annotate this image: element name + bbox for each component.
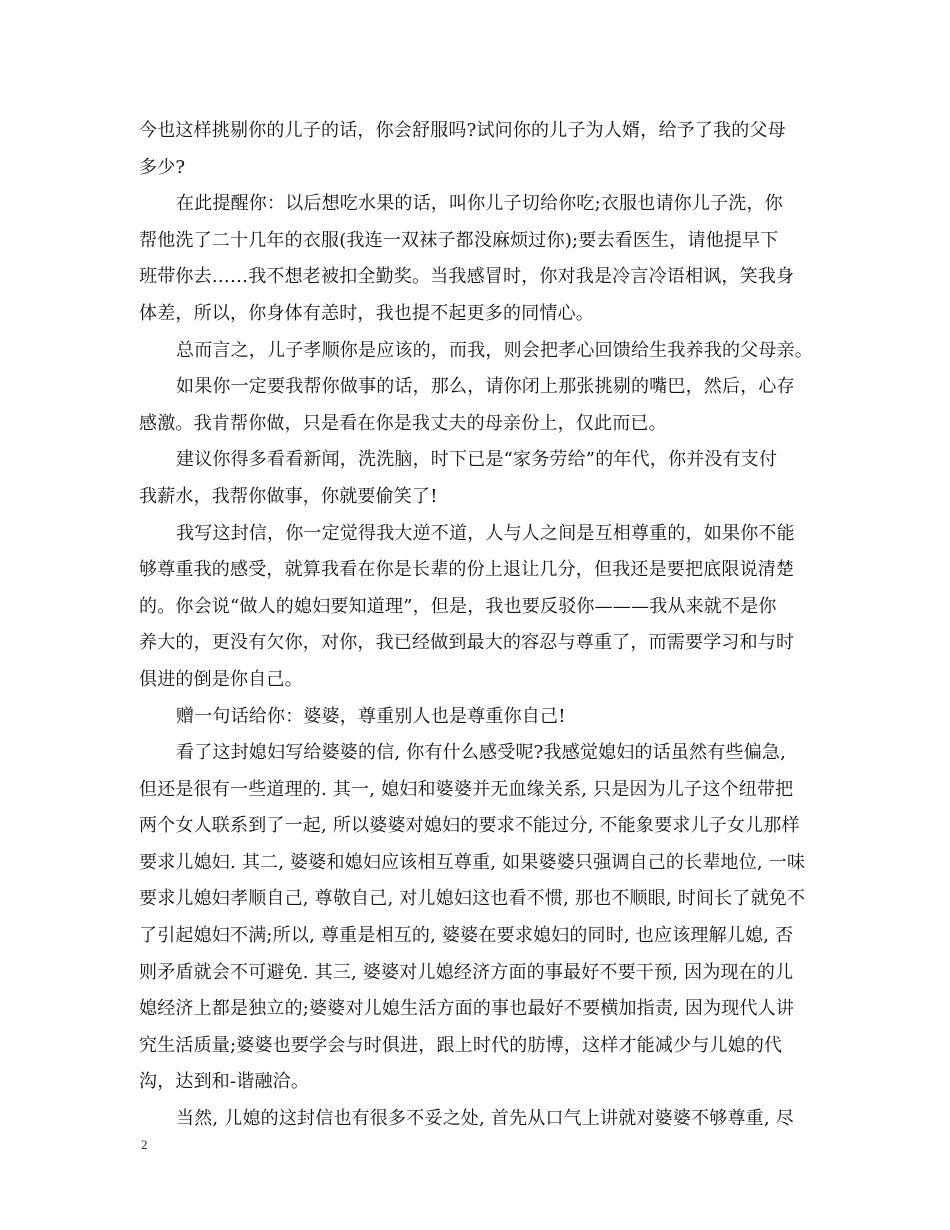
- text-line: 赠一句话给你：婆婆，尊重别人也是尊重你自己!: [176, 705, 566, 727]
- text-line: 在此提醒你：以后想吃水果的话，叫你儿子切给你吃;衣服也请你儿子洗，你: [176, 193, 783, 215]
- text-line: 养大的，更没有欠你，对你，我已经做到最大的容忍与尊重了，而需要学习和与时: [139, 632, 795, 654]
- text-line: 多少?: [139, 156, 186, 178]
- text-line: 班带你去……我不想老被扣全勤奖。当我感冒时，你对我是冷言冷语相讽，笑我身: [139, 266, 795, 288]
- text-line: 俱进的倒是你自己。: [139, 668, 303, 690]
- text-line: 两个女人联系到了一起, 所以婆婆对媳妇的要求不能过分, 不能象要求儿子女儿那样: [139, 815, 800, 837]
- text-line: 但还是很有一些道理的. 其一, 媳妇和婆婆并无血缘关系, 只是因为儿子这个纽带把: [139, 778, 794, 800]
- text-line: 则矛盾就会不可避免. 其三, 婆婆对儿媳经济方面的事最好不要干预, 因为现在的儿: [139, 961, 794, 983]
- text-line: 沟，达到和-谐融洽。: [139, 1071, 310, 1093]
- text-line: 帮他洗了二十几年的衣服(我连一双袜子都没麻烦过你);要去看医生，请他提早下: [139, 229, 779, 251]
- text-line: 的。你会说“做人的媳妇要知道理”，但是，我也要反驳你———我从来就不是你: [139, 595, 777, 617]
- text-line: 我写这封信，你一定觉得我大逆不道，人与人之间是互相尊重的，如果你不能: [176, 522, 795, 544]
- text-line: 了引起媳妇不满;所以, 尊重是相互的, 婆婆在要求媳妇的同时, 也应该理解儿媳, 否: [139, 925, 794, 947]
- text-line: 媳经济上都是独立的;婆婆对儿媳生活方面的事也最好不要横加指责, 因为现代人讲: [139, 998, 795, 1020]
- text-line: 总而言之，儿子孝顺你是应该的，而我，则会把孝心回馈给生我养我的父母亲。: [176, 339, 813, 361]
- text-line: 看了这封媳妇写给婆婆的信, 你有什么感受呢?我感觉媳妇的话虽然有些偏急,: [176, 742, 787, 764]
- text-line: 今也这样挑剔你的儿子的话，你会舒服吗?试问你的儿子为人婿，给予了我的父母: [139, 120, 786, 141]
- text-line: 够尊重我的感受，就算我看在你是长辈的份上退让几分，但我还是要把底限说清楚: [139, 559, 795, 581]
- page-number: 2: [141, 1137, 148, 1152]
- text-line: 体差，所以，你身体有恙时，我也提不起更多的同情心。: [139, 302, 594, 324]
- text-line: 建议你得多看看新闻，洗洗脑，时下已是“家务劳给”的年代，你并没有支付: [176, 449, 778, 471]
- text-line: 如果你一定要我帮你做事的话，那么，请你闭上那张挑剔的嘴巴，然后，心存: [176, 376, 795, 398]
- text-line: 要求儿媳妇. 其二, 婆婆和媳妇应该相互尊重, 如果婆婆只强调自己的长辈地位, 一味: [139, 851, 806, 873]
- text-line: 究生活质量;婆婆也要学会与时俱进，跟上时代的肪博，这样才能减少与儿媳的代: [139, 1034, 783, 1056]
- text-line: 要求儿媳妇孝顺自己, 尊敬自己, 对儿媳妇这也看不惯, 那也不顺眼, 时间长了就免不: [139, 888, 806, 910]
- text-line: 我薪水，我帮你做事，你就要偷笑了!: [139, 485, 438, 507]
- text-line: 感激。我肯帮你做，只是看在你是我丈夫的母亲份上，仅此而已。: [139, 412, 667, 434]
- text-line: 当然, 儿媳的这封信也有很多不妥之处, 首先从口气上讲就对婆婆不够尊重, 尽: [176, 1108, 794, 1130]
- document-body: [139, 113, 819, 1138]
